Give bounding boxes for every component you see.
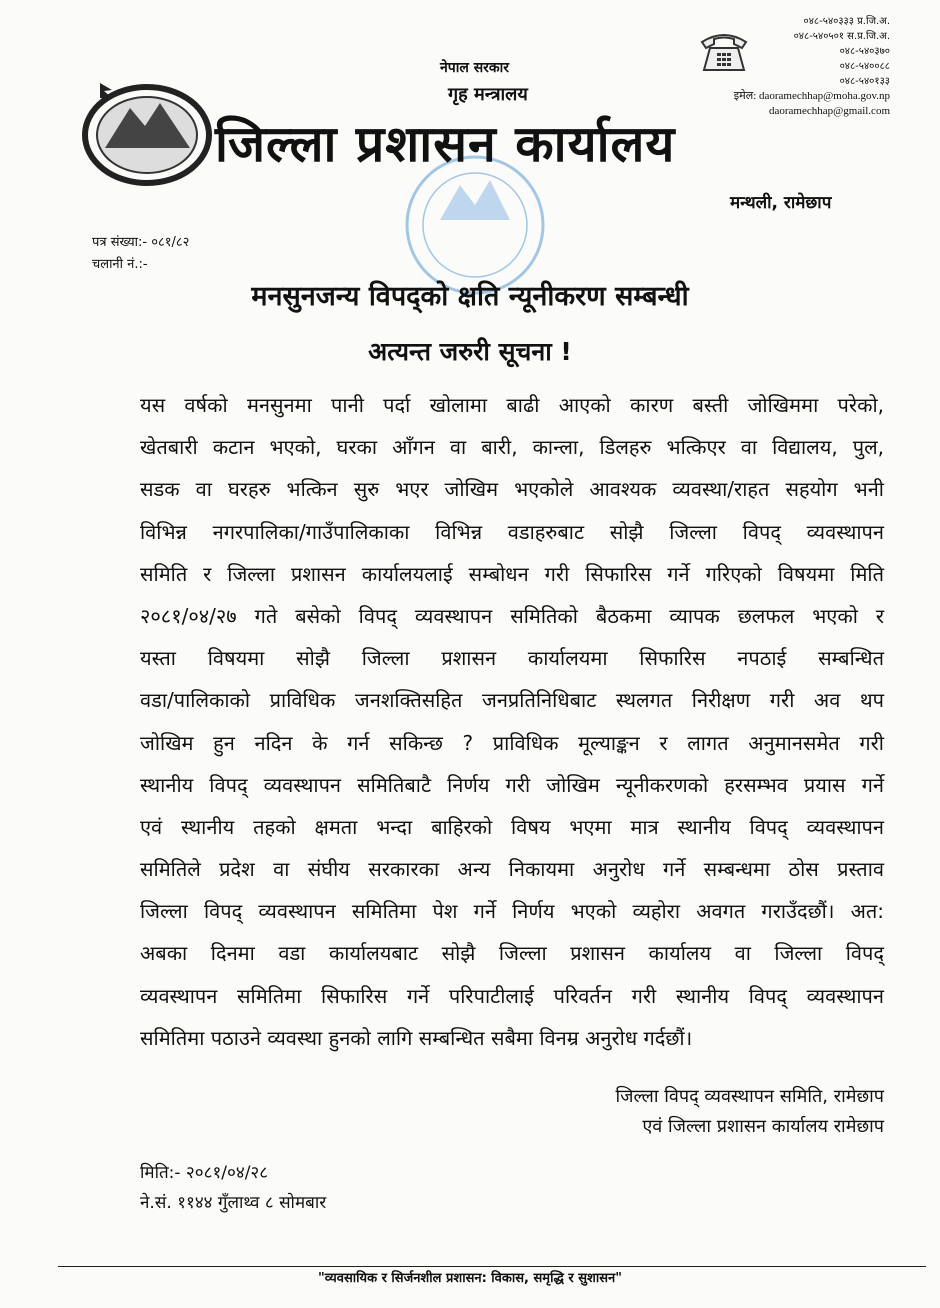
date-block [140, 1158, 326, 1218]
footer-divider [58, 1266, 926, 1267]
body-line: स्थानीय विपद् व्यवस्थापन समितिबाटै निर्णय गरी जोखिम न्यूनीकरणको हरसम्भव प्रयास गर्ने [140, 772, 884, 797]
signatory-committee: जिल्ला विपद् व्यवस्थापन समिति, रामेछाप [615, 1086, 884, 1107]
government-name: नेपाल सरकार [440, 60, 510, 76]
body-line: खेतबारी कटान भएको, घरका आँगन वा बारी, कान्ला, डिलहरु भत्किएर वा विद्यालय, पुल, [140, 435, 884, 460]
signature-block [616, 1082, 885, 1142]
phone-number: ०४८-५४००८८ [839, 61, 890, 72]
notice-body [140, 384, 884, 1059]
footer-slogan: "व्यवसायिक र सिर्जनशील प्रशासन: विकास, समृद्धि र सुशासन" [318, 1271, 622, 1286]
body-line: अबका दिनमा वडा कार्यालयबाट सोझै जिल्ला प्रशासन कार्यालय वा जिल्ला विपद् [140, 941, 884, 966]
body-line: व्यवस्थापन समितिमा सिफारिस गर्ने परिपाटीलाई परिवर्तन गरी स्थानीय विपद् व्यवस्थापन [140, 983, 884, 1008]
phone-number: ०४८-५४०१३३ [839, 76, 890, 87]
body-line: समितिले प्रदेश वा संघीय सरकारका अन्य निकायमा अनुरोध गर्ने सम्बन्धमा ठोस प्रस्ताव [140, 857, 884, 882]
body-line: समितिमा पठाउने व्यवस्था हुनको लागि सम्बन्धित सबैमा विनम्र अनुरोध गर्दछौं। [140, 1025, 693, 1050]
dispatch-number: चलानी नं.:- [92, 257, 148, 272]
reference-block [92, 232, 189, 276]
body-line: वडा/पालिकाको प्राविधिक जनशक्तिसहित जनप्रतिनिधिबाट स्थलगत निरीक्षण गरी अव थप [140, 688, 884, 713]
office-location: मन्थली, रामेछाप [730, 193, 832, 213]
subject-title: मनसुनजन्य विपद्को क्षति न्यूनीकरण सम्बन्धी [251, 281, 689, 312]
body-line: समिति र जिल्ला प्रशासन कार्यालयलाई सम्बोधन गरी सिफारिस गर्ने गरिएको विषयमा मिति [140, 561, 884, 586]
body-line: जिल्ला विपद् व्यवस्थापन समितिमा पेश गर्ने निर्णय भएको व्यहोरा अवगत गराउँदछौं। अत: [140, 899, 884, 924]
phone-number: ०४८-५४०३३३ प्र.जि.अ. [803, 16, 890, 27]
body-line: यस्ता विषयमा सोझै जिल्ला प्रशासन कार्यालयमा सिफारिस नपठाई सम्बन्धित [140, 646, 884, 671]
body-line: सडक वा घरहरु भत्किन सुरु भएर जोखिम भएकोले आवश्यक व्यवस्था/राहत सहयोग भनी [140, 477, 884, 502]
body-line: यस वर्षको मनसुनमा पानी पर्दा खोलामा बाढी आएको कारण बस्ती जोखिममा परेको, [140, 393, 884, 417]
office-name: जिल्ला प्रशासन कार्यालय [215, 115, 676, 173]
body-line: विभिन्न नगरपालिका/गाउँपालिकाका विभिन्न वडाहरुबाट सोझै जिल्ला विपद् व्यवस्थापन [140, 519, 884, 544]
body-line: जोखिम हुन नदिन के गर्न सकिन्छ ? प्राविधिक मूल्याङ्कन र लागत अनुमानसमेत गरी [140, 730, 884, 755]
contact-info [734, 14, 890, 119]
phone-number: ०४८-५४०५०१ स.प्र.जि.अ. [793, 31, 890, 42]
nepal-sambat-date: ने.सं. ११४४ गुँलाथ्व ८ सोमबार [140, 1193, 327, 1213]
subject-subtitle: अत्यन्त जरुरी सूचना ! [368, 337, 572, 366]
body-line: एवं स्थानीय तहको क्षमता भन्दा बाहिरको विषय भएमा मात्र स्थानीय विपद् व्यवस्थापन [140, 814, 884, 839]
letter-number: पत्र संख्या:- ०८१/८२ [92, 235, 190, 250]
signatory-office: एवं जिल्ला प्रशासन कार्यालय रामेछाप [642, 1116, 884, 1137]
phone-number: ०४८-५४०३७० [839, 46, 890, 57]
email-secondary: daoramechhap@gmail.com [769, 105, 890, 117]
body-line: २०८१/०४/२७ गते बसेको विपद् व्यवस्थापन समितिको बैठकमा व्यापक छलफल भएको र [140, 603, 884, 628]
issue-date: मिति:- २०८१/०४/२८ [140, 1163, 269, 1183]
nepal-emblem-logo [80, 78, 215, 188]
ministry-name: गृह मन्त्रालय [448, 84, 528, 105]
email-primary: इमेल: daoramechhap@moha.gov.np [733, 90, 890, 102]
